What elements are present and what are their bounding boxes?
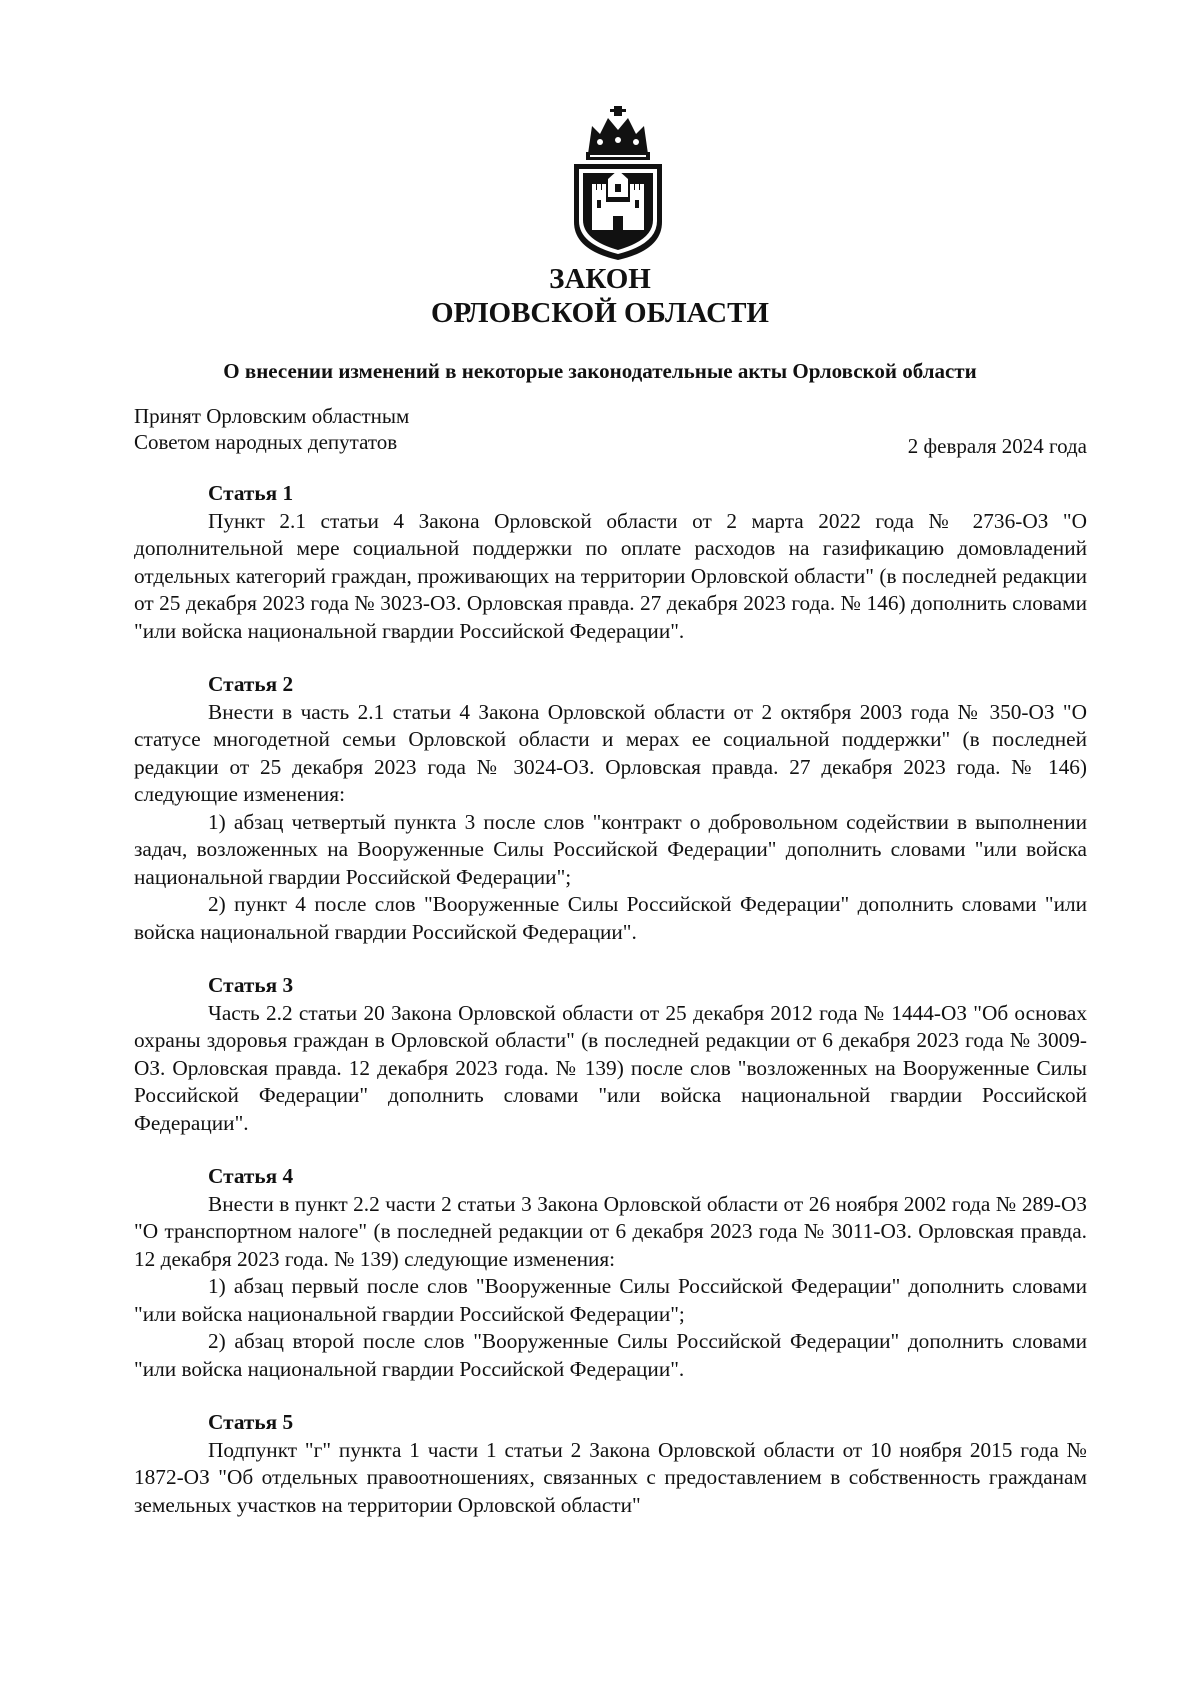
law-body — [134, 480, 1087, 1545]
article-paragraph: 1) абзац первый после слов "Вооруженные Силы Российской Федерации" дополнить словами "или войска национальной гвардии Российской Федерации"; — [134, 1274, 1087, 1326]
article-heading: Статья 4 — [208, 1164, 294, 1188]
law-subject: О внесении изменений в некоторые законодательные акты Орловской области — [223, 359, 977, 383]
article-heading: Статья 2 — [208, 672, 294, 696]
article-paragraph: Внести в пункт 2.2 части 2 статьи 3 Закона Орловской области от 26 ноября 2002 года № 289-ОЗ "О транспортном налоге" (в последней редакции от 6 декабря 2023 года № 3011-ОЗ. Орловская правда. 12 декабря 2023 года. № 139) следующие изменения: — [134, 1191, 1087, 1271]
article-1 — [134, 480, 1087, 645]
adoption-note-line-1: Принят Орловским областным — [134, 404, 410, 428]
article-heading: Статья 1 — [208, 481, 294, 505]
article-paragraph: 1) абзац четвертый пункта 3 после слов "контракт о добровольном содействии в выполнении задач, возложенных на Вооруженные Силы Российской Федерации" дополнить словами "или войска национальной гвардии Российской Федерации"; — [134, 809, 1087, 889]
law-title: ЗАКОН — [549, 263, 651, 295]
article-2 — [134, 671, 1087, 946]
article-5 — [134, 1409, 1087, 1519]
article-paragraph: Внести в часть 2.1 статьи 4 Закона Орловской области от 2 октября 2003 года № 350-ОЗ "О статусе многодетной семьи Орловской области и мерах ее социальной поддержки" (в последней редакции от 25 декабря 2023 года № 3024-ОЗ. Орловская правда. 27 декабря 2023 года. № 146) следующие изменения: — [134, 699, 1087, 806]
adoption-note-line-2: Советом народных депутатов — [134, 430, 398, 454]
article-paragraph: Пункт 2.1 статьи 4 Закона Орловской области от 2 марта 2022 года № 2736-ОЗ "О дополнительной мере социальной поддержки по оплате расходов на газификацию домовладений отдельных категорий граждан, проживающих на территории Орловской области" (в последней редакции от 25 декабря 2023 года № 3023-ОЗ. Орловская правда. 27 декабря 2023 года. № 146) дополнить словами "или войска национальной гвардии Российской Федерации". — [134, 508, 1087, 643]
article-paragraph: 2) пункт 4 после слов "Вооруженные Силы Российской Федерации" дополнить словами "или войска национальной гвардии Российской Федерации". — [134, 892, 1087, 944]
adoption-note — [134, 403, 409, 455]
article-paragraph: Подпункт "г" пункта 1 части 1 статьи 2 Закона Орловской области от 10 ноября 2015 года № 1872-ОЗ "Об отдельных правоотношениях, связанных с предоставлением в собственность гражданам земельных участков на территории Орловской области" — [134, 1437, 1087, 1517]
article-4 — [134, 1163, 1087, 1383]
article-3 — [134, 972, 1087, 1137]
article-paragraph: Часть 2.2 статьи 20 Закона Орловской области от 25 декабря 2012 года № 1444-ОЗ "Об основах охраны здоровья граждан в Орловской области" (в последней редакции от 6 декабря 2023 года № 3009-ОЗ. Орловская правда. 12 декабря 2023 года. № 139) после слов "возложенных на Вооруженные Силы Российской Федерации" дополнить словами "или войска национальной гвардии Российской Федерации". — [134, 1000, 1087, 1135]
article-paragraph: 2) абзац второй после слов "Вооруженные Силы Российской Федерации" дополнить словами "или войска национальной гвардии Российской Федерации". — [134, 1329, 1087, 1381]
article-heading: Статья 3 — [208, 973, 294, 997]
adoption-date: 2 февраля 2024 года — [907, 434, 1087, 458]
article-heading: Статья 5 — [208, 1410, 294, 1434]
orel-oblast-coat-of-arms-icon — [564, 104, 672, 262]
law-region-title: ОРЛОВСКОЙ ОБЛАСТИ — [430, 297, 769, 329]
